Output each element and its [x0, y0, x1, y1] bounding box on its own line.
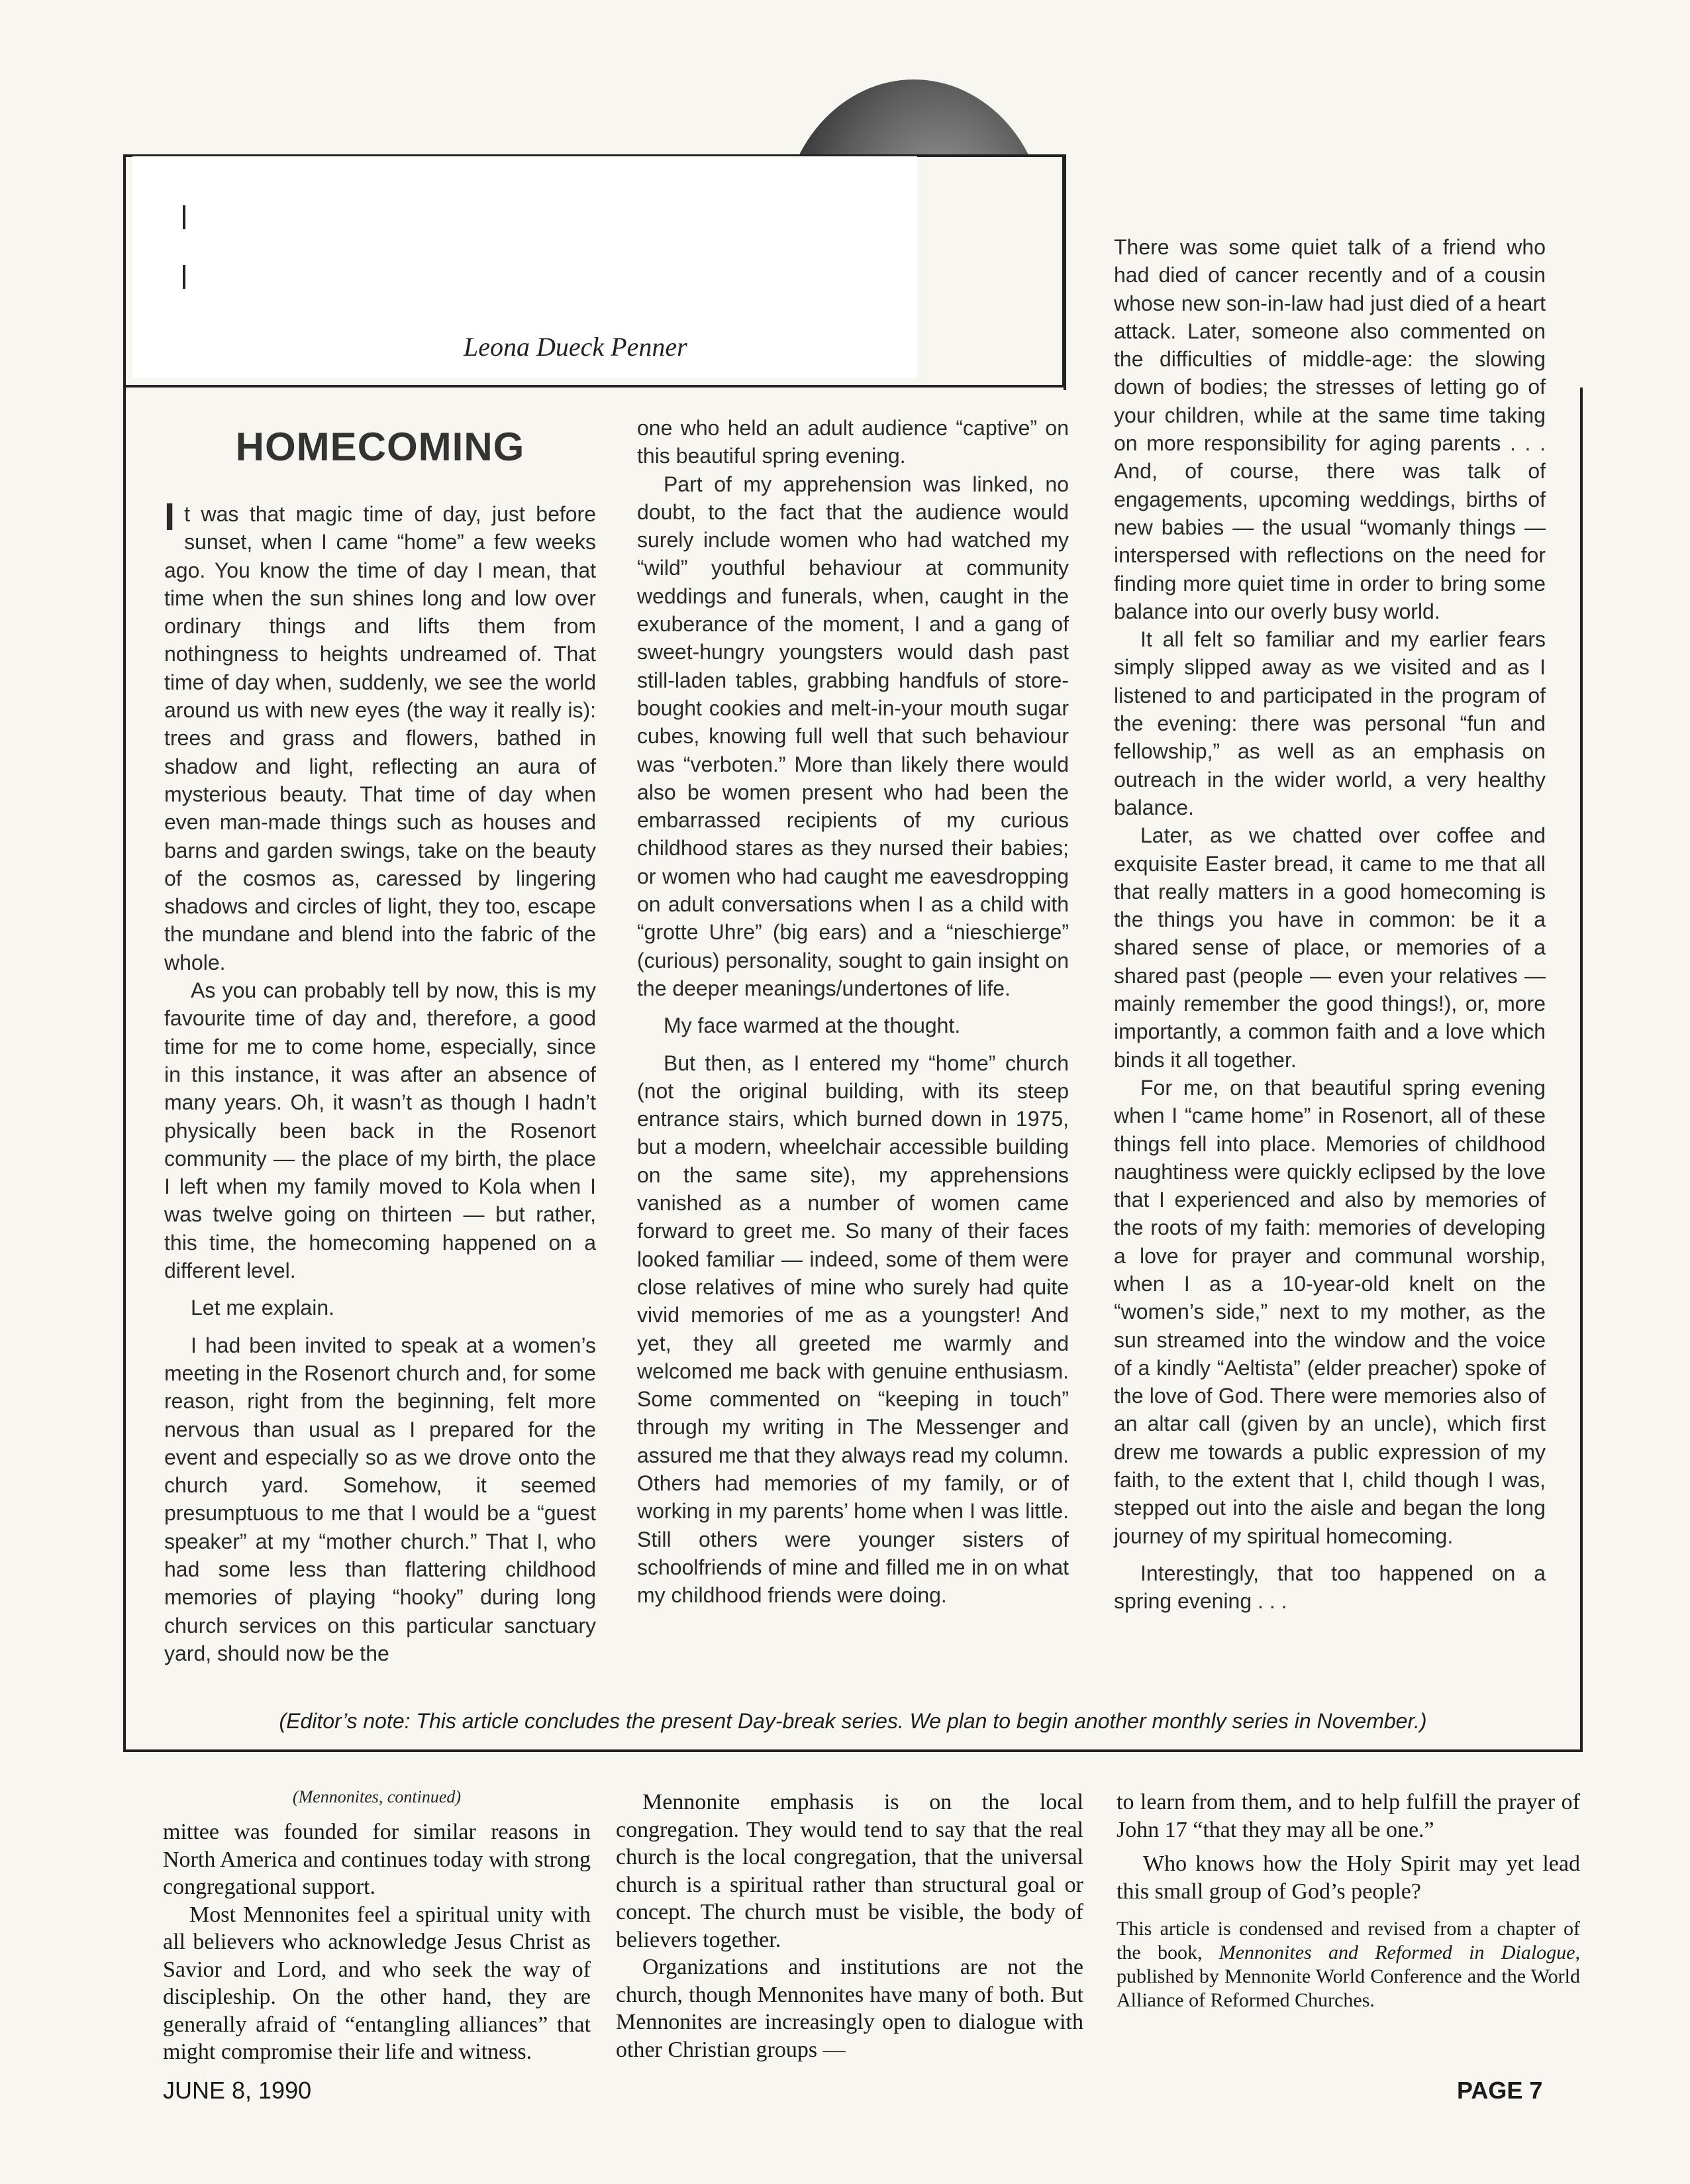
- paragraph: There was some quiet talk of a friend who had died of cancer recently and of a cousin whose new son-in-law had just died of a heart attack. Later, someone also commented on the difficulties of middle-age: the slowing down of bodies; the stresses of letting go of your children, while at the same time taking on more responsibility for aging parents . . . And, of course, there was talk of engagements, upcoming weddings, births of new babies — the usual “womanly things — interspersed with reflections on the need for finding more quiet time in order to bring some balance into our overly busy world.: [1114, 235, 1546, 623]
- paragraph: For me, on that beautiful spring evening when I “came home” in Rosenort, all of these things fell into place. Memories of childhood naughtiness were quickly eclipsed by the love that I experienced and also by memories of the roots of my faith: memories of developing a love for prayer and communal worship, when I as a 10-year-old knelt on the “women’s side,” next to my mother, as the sun streamed into the window and the voice of a kindly “Aeltista” (elder preacher) spoke of the love of God. There were memories also of an altar call (given by an uncle), which first drew me towards a public expression of my faith, to the extent that I, child though I was, stepped out into the aisle and began the long journey of my spiritual homecoming.: [1114, 1075, 1546, 1548]
- paragraph: My face warmed at the thought.: [664, 1014, 961, 1038]
- article-column-3: [1114, 233, 1546, 1616]
- paragraph: Interestingly, that too happened on a spring evening . . .: [1114, 1561, 1546, 1614]
- paragraph: Later, as we chatted over coffee and exquisite Easter bread, it came to me that all that really matters in a good homecoming is the things you have in common: be it a shared sense of place, or memories of a shared past (people — even your relatives — mainly remember the good things!), or, more importantly, a common faith and a love which binds it all together.: [1114, 823, 1546, 1072]
- continued-heading: (Mennonites, continued): [292, 1787, 462, 1806]
- continuation-column-2: [616, 1789, 1083, 2063]
- paragraph: Mennonite emphasis is on the local congregation. They would tend to say that the real church is the local congregation, that the universal church is a spiritual rather than structural goal or concept. The church must be visible, the body of believers together.: [616, 1790, 1083, 1952]
- paragraph: As you can probably tell by now, this is my favourite time of day and, therefore, a good time for me to come home, especially, since in this instance, it was after an absence of many years. Oh, it wasn’t as though I hadn’t physically been back in the Rosenort community — the place of my birth, the place I left when my family moved to Kola when I was twelve going on thirteen — but rather, this time, the homecoming happened on a different level.: [164, 978, 596, 1283]
- article-column-2: [637, 414, 1069, 1609]
- paragraph: Let me explain.: [191, 1296, 335, 1320]
- drop-cap: I: [164, 495, 175, 539]
- paragraph: Organizations and institutions are not the church, though Mennonites have many of both. But Mennonites are increasingly open to dialogue with other Christian groups —: [616, 1955, 1083, 2062]
- paragraph: Who knows how the Holy Spirit may yet lead this small group of God’s people?: [1117, 1851, 1580, 1904]
- paragraph: It was that magic time of day, just before sunset, when I came “home” a few weeks ago. You know the time of day I mean, that time when the sun shines long and low over ordinary things and lifts them from nothingness to heights undreamed of. That time of day when, suddenly, we see the world around us with new eyes (the way it really is): trees and grass and flowers, bathed in shadow and light, reflecting an aura of mysterious beauty. That time of day when even man-made things such as houses and barns and garden swings, take on the beauty of the cosmos as, caressed by lingering shadows and circles of light, they too, escape the mundane and blend into the fabric of the whole.: [164, 495, 596, 974]
- paragraph: mittee was founded for similar reasons in North America and continues today with strong congregational support.: [163, 1820, 591, 1899]
- tick-mark: [183, 265, 185, 289]
- paragraph: to learn from them, and to help fulfill the prayer of John 17 “that they may all be one.”: [1117, 1790, 1580, 1842]
- page-number: PAGE 7: [1457, 2077, 1543, 2104]
- editors-note: (Editor’s note: This article concludes the present Day-break series. We plan to begin another monthly series in November.): [279, 1709, 1427, 1733]
- author-byline: Leona Dueck Penner: [464, 332, 687, 362]
- paragraph: I had been invited to speak at a women’s meeting in the Rosenort church and, for some reason, right from the beginning, felt more nervous than usual as I prepared for the event and especially so as we drove onto the church yard. Somehow, it seemed presumptuous to me that I would be a “guest speaker” at my “mother church.” That I, who had some less than flattering childhood memories of playing “hooky” during long church services on this particular sanctuary yard, should now be the: [164, 1333, 596, 1665]
- divider-line: [1064, 154, 1066, 390]
- tick-mark: [183, 205, 185, 229]
- article-column-1: [164, 495, 596, 1667]
- continuation-column-1: [163, 1818, 591, 2066]
- paragraph: Part of my apprehension was linked, no doubt, to the fact that the audience would surely include women who had watched my “wild” youthful behaviour at community weddings and funerals, when, caught in the exuberance of the moment, I and a gang of sweet-hungry youngsters would dash past still-laden tables, grabbing handfuls of store-bought cookies and melt-in-your mouth sugar cubes, knowing full well that such behaviour was “verboten.” More than likely there would also be women present who had been the embarrassed recipients of my curious childhood stares as they nursed their babies; or women who had caught me eavesdropping on adult conversations when I as a child with “grotte Uhre” (big ears) and a “nieschierge” (curious) personality, sought to gain insight on the deeper meanings/undertones of life.: [637, 472, 1069, 1000]
- continuation-column-3: [1117, 1789, 1580, 2012]
- source-note: This article is condensed and revised from a chapter of the book, Mennonites and Reformed in Dialogue, published by Mennonite World Conference and the World Alliance of Reformed Churches.: [1117, 1918, 1580, 2011]
- issue-date: JUNE 8, 1990: [163, 2077, 312, 2104]
- article-title: HOMECOMING: [235, 425, 525, 469]
- paragraph: one who held an adult audience “captive” on this beautiful spring evening.: [637, 416, 1069, 468]
- paragraph: Most Mennonites feel a spiritual unity with all believers who acknowledge Jesus Christ as Savior and Lord, and who seek the way of discipleship. On the other hand, they are generally afraid of “entangling alliances” that might compromise their life and witness.: [163, 1902, 591, 2064]
- paragraph: It all felt so familiar and my earlier fears simply slipped away as we visited and as I listened to and participated in the program of the evening: there was personal “fun and fellowship,” as well as an emphasis on outreach in the wider world, a very healthy balance.: [1114, 627, 1546, 819]
- paragraph: But then, as I entered my “home” church (not the original building, with its steep entrance stairs, which burned down in 1975, but a modern, wheelchair accessible building on the same site), my apprehensions vanished as a number of women came forward to greet me. So many of their faces looked familiar — indeed, some of them were close relatives of mine who surely had quite vivid memories of me as a youngster! And yet, they all greeted me warmly and welcomed me back with genuine enthusiasm. Some commented on “keeping in touch” through my writing in The Messenger and assured me that they always read my column. Others had memories of my family, or of working in my parents’ home when I was little. Still others were younger sisters of schoolfriends of mine and filled me in on what my childhood friends were doing.: [637, 1051, 1069, 1608]
